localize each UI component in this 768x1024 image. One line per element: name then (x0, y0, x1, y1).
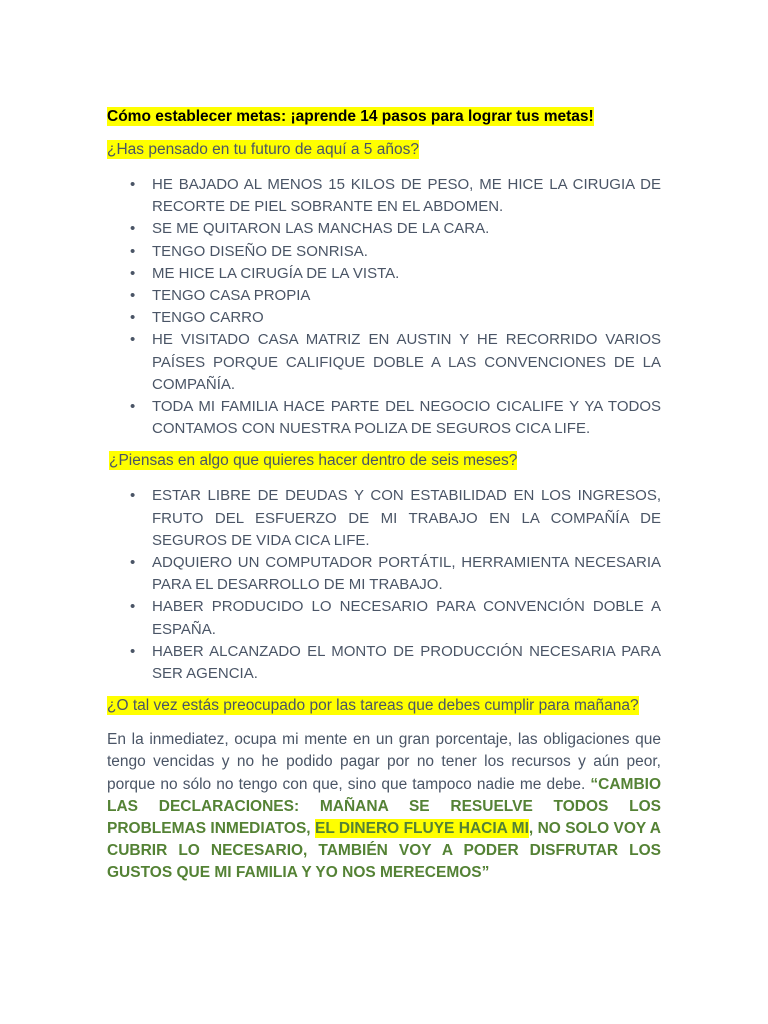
declaration-start: “CAMBIO LAS DECLARACIONES: MAÑANA SE RESUELVE TODOS LOS PROBLEMAS INMEDIATOS, (107, 775, 662, 838)
list-item: • SE ME QUITARON LAS MANCHAS DE LA CARA. (152, 218, 661, 240)
question-five-years-text: ¿Has pensado en tu futuro de aquí a 5 años? (107, 141, 419, 158)
question-six-months (107, 450, 661, 472)
question-five-years (107, 139, 661, 161)
list-item: • HABER ALCANZADO EL MONTO DE PRODUCCIÓN NECESARIA PARA SER AGENCIA. (152, 641, 661, 685)
reflection-paragraph (107, 729, 661, 884)
list-item: • HE VISITADO CASA MATRIZ EN AUSTIN Y HE RECORRIDO VARIOS PAÍSES PORQUE CALIFIQUE DOBLE A LAS CONVENCIONES DE LA COMPAÑÍA. (152, 329, 661, 396)
document-title (107, 106, 661, 128)
six-month-goals-list (107, 485, 661, 685)
list-item: • TENGO DISEÑO DE SONRISA. (152, 241, 661, 263)
list-item: • TENGO CARRO (152, 307, 661, 329)
declaration-end: , NO SOLO VOY A CUBRIR LO NECESARIO, TAMBIÉN VOY A PODER DISFRUTAR LOS GUSTOS QUE MI FAMILIA Y YO NOS MERECEMOS” (107, 820, 661, 882)
question-tomorrow (107, 695, 661, 717)
title-text: Cómo establecer metas: ¡aprende 14 pasos para lograr tus metas! (107, 108, 594, 125)
list-item: • HABER PRODUCIDO LO NECESARIO PARA CONVENCIÓN DOBLE A ESPAÑA. (152, 596, 661, 640)
list-item: • TENGO CASA PROPIA (152, 285, 661, 307)
paragraph-text: En la inmediatez, ocupa mi mente en un gran porcentaje, las obligaciones que tengo vencidas y no he podido pagar por no tener los recursos y aún peor, porque no sólo no tengo con que, sino que tampoco nadie me debe. (107, 731, 661, 793)
list-item: • ESTAR LIBRE DE DEUDAS Y CON ESTABILIDAD EN LOS INGRESOS, FRUTO DEL ESFUERZO DE MI TRABAJO EN LA COMPAÑÍA DE SEGUROS DE VIDA CICA LIFE. (152, 485, 661, 552)
document-body (107, 106, 661, 885)
list-item: • ME HICE LA CIRUGÍA DE LA VISTA. (152, 263, 661, 285)
question-six-months-text: ¿Piensas en algo que quieres hacer dentro de seis meses? (109, 452, 518, 470)
five-year-goals-list (107, 174, 661, 440)
list-item: • TODA MI FAMILIA HACE PARTE DEL NEGOCIO CICALIFE Y YA TODOS CONTAMOS CON NUESTRA POLIZA DE SEGUROS CICA LIFE. (152, 396, 661, 440)
question-tomorrow-text: ¿O tal vez estás preocupado por las tareas que debes cumplir para mañana? (107, 697, 639, 715)
list-item: • HE BAJADO AL MENOS 15 KILOS DE PESO, ME HICE LA CIRUGIA DE RECORTE DE PIEL SOBRANTE EN EL ABDOMEN. (152, 174, 661, 218)
list-item: • ADQUIERO UN COMPUTADOR PORTÁTIL, HERRAMIENTA NECESARIA PARA EL DESARROLLO DE MI TRABAJO. (152, 552, 661, 596)
declaration-highlight: EL DINERO FLUYE HACIA MI (315, 820, 529, 838)
